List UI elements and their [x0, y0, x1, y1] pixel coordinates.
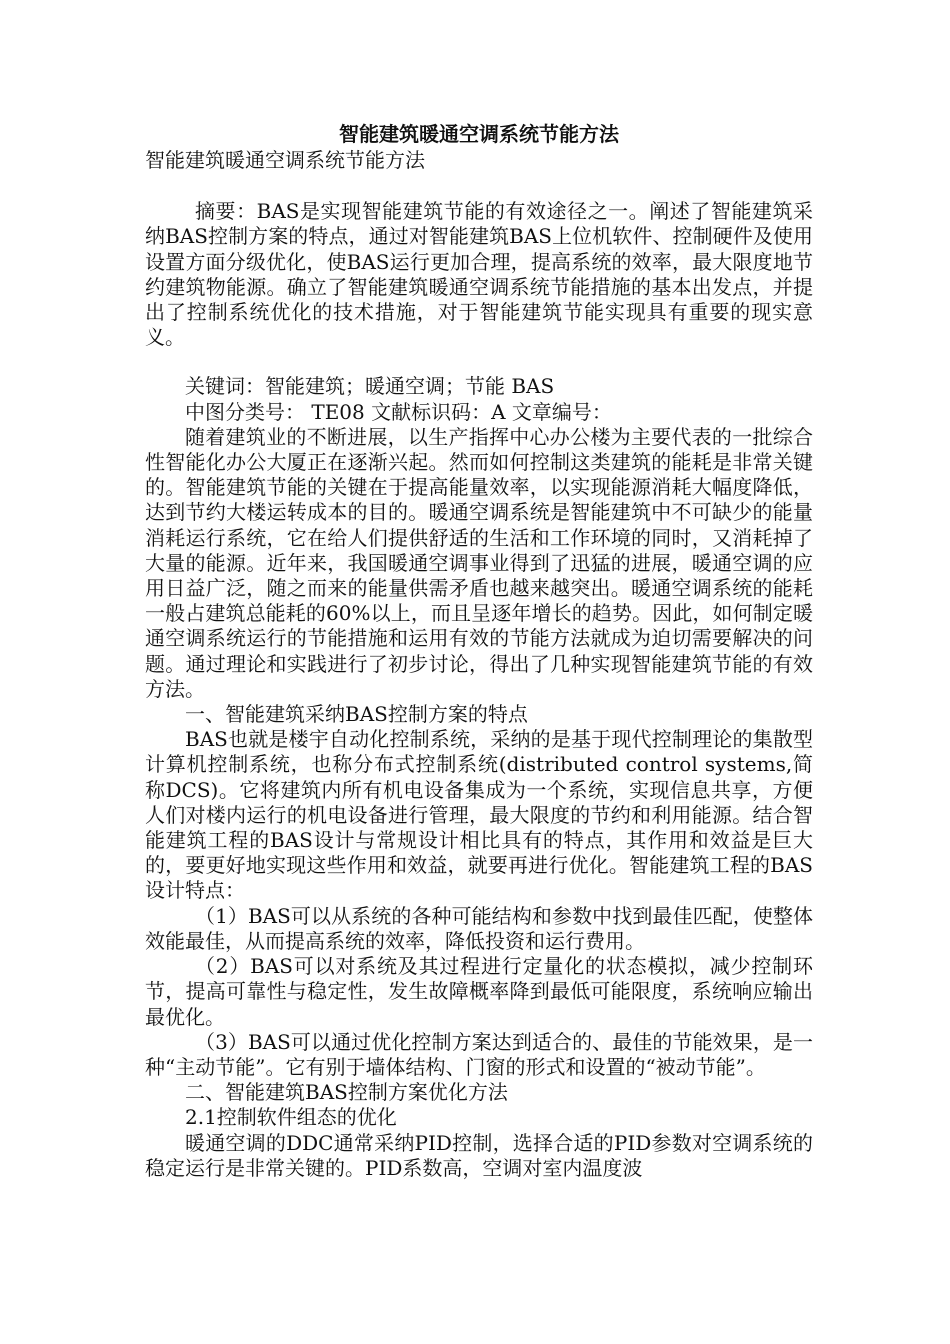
section1-heading: 一、智能建筑采纳BAS控制方案的特点	[185, 702, 528, 727]
document-page	[145, 120, 813, 1181]
point2-paragraph: （2）BAS可以对系统及其过程进行定量化的状态模拟，减少控制环节，提高可靠性与稳定性，发生故障概率降到最低可能限度，系统响应输出最优化。	[145, 954, 813, 1029]
document-subtitle: 智能建筑暖通空调系统节能方法	[145, 148, 425, 172]
section1-paragraph: BAS也就是楼宇自动化控制系统，采纳的是基于现代控制理论的集散型计算机控制系统，也称分布式控制系统(distributed control systems,简称DCS)。它将建筑内所有机电设备集成为一个系统，实现信息共享，方便人们对楼内运行的机电设备进行管理，最大限度的节约和利用能源。结合智能建筑工程的BAS设计与常规设计相比具有的特点，其作用和效益是巨大的，要更好地实现这些作用和效益，就要再进行优化。智能建筑工程的BAS设计特点：	[145, 727, 813, 903]
section21-heading: 2.1控制软件组态的优化	[185, 1105, 397, 1130]
section2-heading: 二、智能建筑BAS控制方案优化方法	[185, 1080, 508, 1105]
classification-line: 中图分类号： TE08 文献标识码：A 文章编号：	[185, 399, 612, 424]
intro-paragraph: 随着建筑业的不断进展，以生产指挥中心办公楼为主要代表的一批综合性智能化办公大厦正在逐渐兴起。然而如何控制这类建筑的能耗是非常关键的。智能建筑节能的关键在于提高能量效率，以实现能源消耗大幅度降低，达到节约大楼运转成本的目的。暖通空调系统是智能建筑中不可缺少的能量消耗运行系统，它在给人们提供舒适的生活和工作环境的同时，又消耗掉了大量的能源。近年来，我国暖通空调事业得到了迅猛的进展，暖通空调的应用日益广泛，随之而来的能量供需矛盾也越来越突出。暖通空调系统的能耗一般占建筑总能耗的60%以上，而且呈逐年增长的趋势。因此，如何制定暖通空调系统运行的节能措施和运用有效的节能方法就成为迫切需要解决的问题。通过理论和实践进行了初步讨论，得出了几种实现智能建筑节能的有效方法。	[145, 424, 813, 701]
point3-paragraph: （3）BAS可以通过优化控制方案达到适合的、最佳的节能效果，是一种“主动节能”。它有别于墙体结构、门窗的形式和设置的“被动节能”。	[145, 1029, 813, 1079]
section21-paragraph: 暖通空调的DDC通常采纳PID控制，选择合适的PID参数对空调系统的稳定运行是非常关键的。PID系数高，空调对室内温度波	[145, 1130, 813, 1180]
point1-paragraph: （1）BAS可以从系统的各种可能结构和参数中找到最佳匹配，使整体效能最佳，从而提高系统的效率，降低投资和运行费用。	[145, 903, 813, 953]
document-title: 智能建筑暖通空调系统节能方法	[339, 122, 619, 146]
keywords-line: 关键词：智能建筑；暖通空调；节能 BAS	[185, 374, 555, 399]
abstract-paragraph: 摘要：BAS是实现智能建筑节能的有效途径之一。阐述了智能建筑采纳BAS控制方案的特点，通过对智能建筑BAS上位机软件、控制硬件及使用设置方面分级优化，使BAS运行更加合理，提高系统的效率，最大限度地节约建筑物能源。确立了智能建筑暖通空调系统节能措施的基本出发点，并提出了控制系统优化的技术措施，对于智能建筑节能实现具有重要的现实意义。	[145, 199, 813, 350]
